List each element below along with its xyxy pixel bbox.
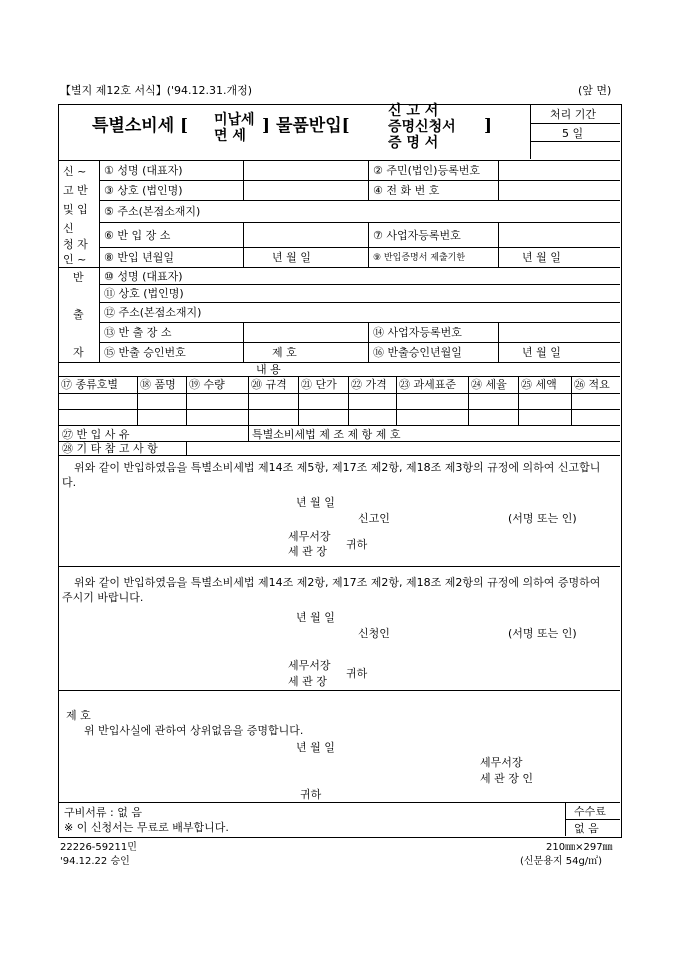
exporter-address-label: ⑫ 주소(본점소재지) [104,306,202,319]
title-middle: ] 물품반입[ [262,116,350,136]
certificate-to: 귀하 [300,788,322,801]
paper-size: 210㎜×297㎜ [546,842,613,853]
form-number: 【별지 제12호 서식】('94.12.31.개정) [60,84,253,97]
reporter-label-1: 신 ~ [63,165,87,178]
title-doc-top: 신 고 서 [388,103,439,119]
col-remarks: ㉖ 적요 [574,378,610,391]
col-tax-rate: ㉔ 세율 [471,378,507,391]
declaration-text: 위와 같이 반입하였음을 특별소비세법 제14조 제5항, 제17조 제2항, 제18조 제3항의 규정에 의하여 신고합니다. [62,461,601,489]
declaration-office-2: 세 관 장 [288,545,327,558]
title-prefix: 특별소비세 [ [92,116,189,136]
declaration-signer: 신고인 [358,512,390,525]
attachments: 구비서류 : 없 음 [64,806,142,819]
cert-request-signer: 신청인 [358,627,390,640]
col-type-class: ⑰ 종류호별 [61,378,119,391]
col-tax-base: ㉓ 과세표준 [399,378,457,391]
reporter-label-4: 신 [63,222,74,235]
contents-header: 내 용 [256,363,281,376]
reporter-address-label: ⑤ 주소(본점소재지) [104,205,201,218]
title-exempt-bottom: 면 세 [214,128,246,144]
reporter-resident-no-label: ② 주민(법인)등록번호 [373,164,480,177]
cert-request-date: 년 월 일 [296,611,335,624]
import-reason-label: ㉗ 반 입 사 유 [62,428,130,441]
paper-type: (신문용지 54g/㎡) [520,856,603,867]
export-approval-date-value: 년 월 일 [522,346,561,359]
declaration-to: 귀하 [346,538,368,551]
cert-request-to: 귀하 [346,667,368,680]
title-suffix: ] [484,116,493,136]
declaration-date: 년 월 일 [296,496,335,509]
col-quantity: ⑲ 수량 [189,378,225,391]
reporter-label-6: 인 ~ [63,253,87,266]
cert-request-text: 위와 같이 반입하였음을 특별소비세법 제14조 제2항, 제17조 제2항, 제18조 제2항의 규정에 의하여 증명하여 주시기 바랍니다. [62,576,601,604]
export-approval-no-value: 제 호 [272,346,297,359]
col-spec: ⑳ 규격 [251,378,287,391]
col-price: ㉒ 가격 [351,378,387,391]
exporter-company-label: ⑪ 상호 (법인명) [104,287,184,300]
import-date-value: 년 월 일 [272,251,311,264]
fee-label: 수수료 [574,805,606,818]
reporter-phone-label: ④ 전 화 번 호 [373,184,440,197]
cert-request-sign-note: (서명 또는 인) [508,627,577,640]
other-ref-label: ㉘ 기 타 참 고 사 항 [62,442,158,455]
col-tax-amount: ㉕ 세액 [521,378,557,391]
col-unit-price: ㉑ 단가 [301,378,337,391]
approval-date: '94.12.22 승인 [60,856,130,867]
cert-request-office-2: 세 관 장 [288,675,327,688]
page-side: (앞 면) [578,84,612,97]
processing-period-value: 5 일 [562,127,584,140]
certificate-number: 제 호 [66,709,91,722]
title-exempt-top: 미납세 [214,112,255,128]
free-note: ※ 이 신청서는 무료로 배부합니다. [64,821,229,834]
import-place-label: ⑥ 반 입 장 소 [104,229,171,242]
fee-value: 없 음 [574,822,599,835]
reporter-company-label: ③ 상호 (법인명) [104,184,183,197]
reporter-label-2: 고 반 [63,184,88,197]
declaration-sign-note: (서명 또는 인) [508,512,577,525]
import-date-label: ⑧ 반입 년월일 [104,251,174,264]
cert-deadline-value: 년 월 일 [522,251,561,264]
declaration-office-1: 세무서장 [288,530,331,543]
export-approval-no-label: ⑮ 반출 승인번호 [104,346,186,359]
col-item-name: ⑱ 품명 [140,378,176,391]
reporter-label-5: 청 자 [63,238,88,251]
exporter-label-2: 출 [73,308,84,321]
cert-request-office-1: 세무서장 [288,659,331,672]
exporter-biz-no-label: ⑭ 사업자등록번호 [373,326,462,339]
export-place-label: ⑬ 반 출 장 소 [104,326,172,339]
exporter-label-1: 반 [73,271,84,284]
exporter-name-label: ⑩ 성명 (대표자) [104,270,183,283]
form-code: 22226-59211민 [60,842,137,853]
certificate-office-2: 세 관 장 인 [480,772,533,785]
import-reason-value: 특별소비세법 제 조 제 항 제 호 [252,428,401,441]
title-doc-mid: 증명신청서 [388,119,456,135]
processing-period-label: 처리 기간 [550,108,597,121]
reporter-label-3: 및 입 [63,203,88,216]
reporter-name-label: ① 성명 (대표자) [104,164,183,177]
certificate-office-1: 세무서장 [480,756,523,769]
export-approval-date-label: ⑯ 반출승인년월일 [373,346,462,359]
title-doc-bottom: 증 명 서 [388,135,439,151]
certificate-date: 년 월 일 [296,741,335,754]
exporter-label-3: 자 [73,346,84,359]
reporter-biz-no-label: ⑦ 사업자등록번호 [373,229,461,242]
cert-deadline-label: ⑨ 반입증명서 제출기한 [373,253,466,263]
certificate-text: 위 반입사실에 관하여 상위없음을 증명합니다. [84,724,304,737]
